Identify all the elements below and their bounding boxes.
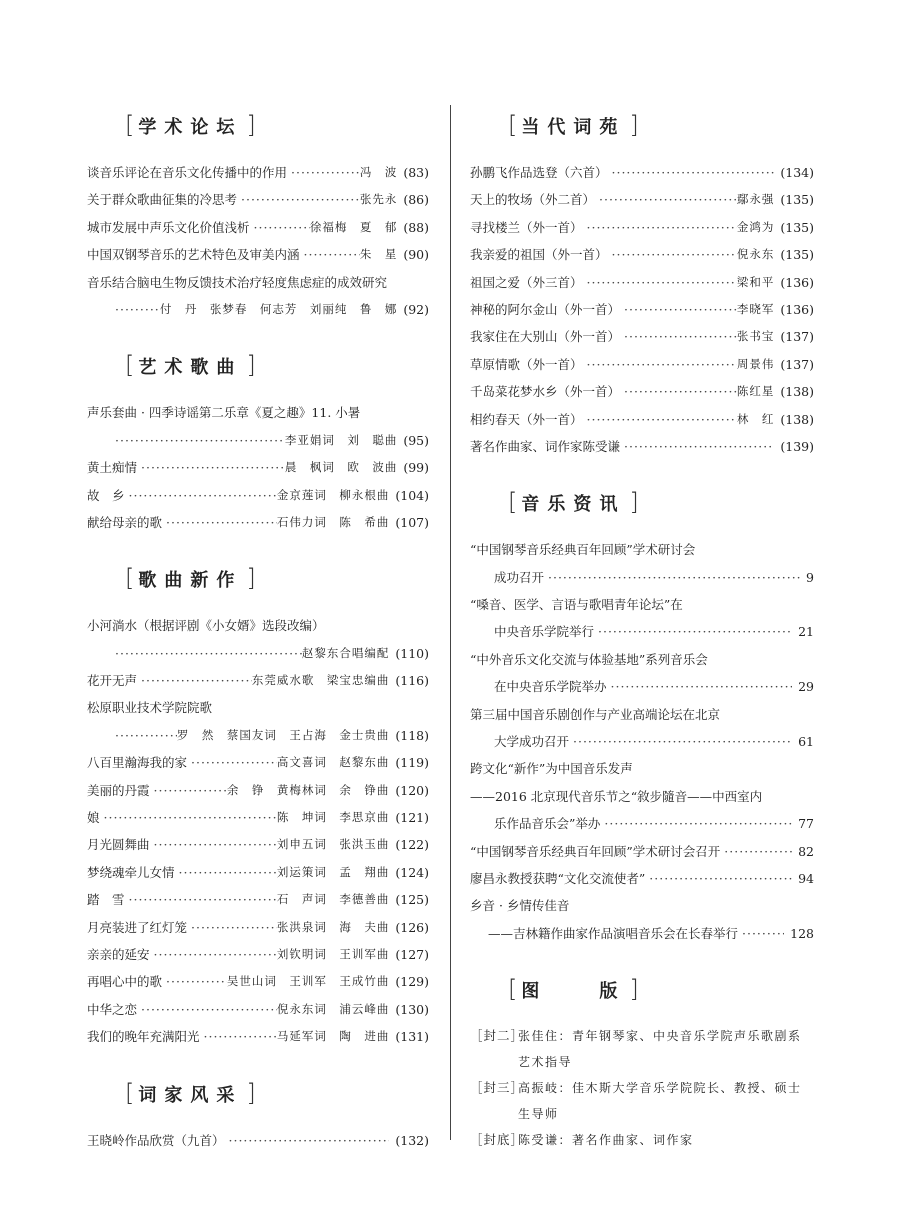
dot-leader bbox=[250, 214, 310, 241]
toc-entry[interactable] bbox=[470, 159, 814, 186]
dot-leader bbox=[100, 804, 277, 831]
section-heading bbox=[125, 1073, 429, 1113]
entry-page: (88) bbox=[403, 219, 429, 235]
entry-authors: 晨 枫词 欧 波曲 bbox=[284, 460, 398, 475]
entry-authors: 林 红 bbox=[736, 411, 775, 426]
entry-title: ——吉林籍作曲家作品演唱音乐会在长春举行 bbox=[488, 925, 739, 941]
section-gap bbox=[470, 460, 814, 482]
section-gap bbox=[87, 323, 429, 345]
section-title: 学术论坛 bbox=[138, 117, 243, 138]
bracket-close: ] bbox=[246, 351, 256, 380]
toc-entry[interactable] bbox=[87, 941, 429, 968]
plate-entry bbox=[470, 1127, 814, 1153]
toc-entry[interactable] bbox=[470, 920, 814, 947]
dot-leader bbox=[595, 186, 737, 213]
bracket-close: ] bbox=[629, 111, 639, 139]
dot-leader bbox=[583, 214, 737, 241]
entry-authors: 余 铮 黄梅林词 余 铮曲 bbox=[226, 782, 390, 797]
toc-entry[interactable] bbox=[87, 777, 429, 804]
section-title: 艺术歌曲 bbox=[138, 357, 243, 379]
toc-entry[interactable] bbox=[87, 427, 429, 454]
entry-page: (138) bbox=[780, 411, 814, 427]
entry-page: (136) bbox=[780, 274, 814, 290]
dot-leader bbox=[620, 323, 737, 350]
left-column bbox=[87, 105, 429, 1154]
dot-leader bbox=[583, 269, 737, 296]
entry-title: 中央音乐学院举行 bbox=[494, 624, 595, 640]
dot-leader bbox=[608, 159, 775, 186]
toc-entry[interactable] bbox=[87, 296, 429, 323]
entry-title: 谈音乐评论在音乐文化传播中的作用 bbox=[87, 165, 288, 180]
entry-title: 踏 雪 bbox=[87, 892, 125, 908]
entry-title: 王晓岭作品欣赏（九首） bbox=[87, 1132, 225, 1148]
toc-entry[interactable] bbox=[87, 241, 429, 268]
dot-leader bbox=[150, 831, 277, 858]
toc-entry[interactable] bbox=[470, 783, 814, 810]
bracket-close: ] bbox=[246, 1078, 256, 1107]
toc-entry[interactable] bbox=[470, 892, 814, 919]
entry-authors: 冯 波 bbox=[359, 165, 398, 179]
entry-authors: 高文喜词 赵黎东曲 bbox=[276, 755, 390, 770]
toc-entry[interactable] bbox=[87, 269, 429, 296]
heading-gap bbox=[470, 145, 814, 159]
toc-entry[interactable] bbox=[470, 241, 814, 268]
dot-leader bbox=[720, 838, 792, 865]
entry-page: (120) bbox=[395, 782, 429, 798]
toc-entry[interactable] bbox=[87, 859, 429, 886]
toc-entry[interactable] bbox=[87, 804, 429, 831]
toc-entry[interactable] bbox=[470, 755, 814, 782]
section-heading bbox=[508, 969, 814, 1009]
entry-authors: 张洪泉词 海 夫曲 bbox=[276, 919, 390, 934]
dot-leader bbox=[150, 941, 277, 968]
entry-page: (90) bbox=[403, 247, 429, 263]
section-gap bbox=[470, 947, 814, 969]
entry-title: “中国钢琴音乐经典百年回顾”学术研讨会 bbox=[470, 542, 696, 558]
toc-entry[interactable] bbox=[470, 433, 814, 460]
entry-title: 乐作品音乐会”举办 bbox=[494, 816, 601, 832]
dot-leader bbox=[187, 749, 277, 776]
dot-leader bbox=[300, 241, 360, 268]
dot-leader bbox=[137, 996, 277, 1023]
entry-authors: 刘钦明词 王训军曲 bbox=[276, 946, 390, 961]
entry-authors: 金京莲词 柳永根曲 bbox=[276, 487, 390, 502]
entry-title: 廖昌永教授获聘“文化交流使者” bbox=[470, 870, 646, 886]
plate-tag: ［封三］ bbox=[470, 1080, 525, 1096]
entry-title: 草原情歌（外一首） bbox=[470, 356, 583, 372]
entry-page: (135) bbox=[780, 192, 814, 208]
entry-page: (130) bbox=[395, 1001, 429, 1017]
entry-page: (116) bbox=[395, 673, 429, 689]
entry-page: 29 bbox=[798, 679, 814, 695]
entry-title: ——2016 北京现代音乐节之“敘步隨音——中西室内 bbox=[470, 788, 763, 804]
entry-page: (124) bbox=[395, 864, 429, 880]
entry-page: (119) bbox=[395, 755, 429, 771]
toc-entry[interactable] bbox=[470, 378, 814, 405]
entry-page: 61 bbox=[798, 734, 814, 750]
dot-leader bbox=[200, 1023, 277, 1050]
entry-title: 相约春天（外一首） bbox=[470, 411, 583, 427]
entry-page: (95) bbox=[403, 432, 429, 448]
entry-page: (135) bbox=[780, 219, 814, 235]
plate-entry bbox=[470, 1023, 814, 1075]
plate-text: 高振岐：佳木斯大学音乐学院院长、教授、硕士生导师 bbox=[518, 1081, 802, 1122]
entry-title: 梦绕魂牵儿女情 bbox=[87, 864, 175, 880]
section-title: 当代词苑 bbox=[521, 117, 626, 138]
entry-title: 中国双钢琴音乐的艺术特色及审美内涵 bbox=[87, 247, 300, 263]
entry-title: 娘 bbox=[87, 810, 100, 826]
right-column bbox=[470, 105, 814, 1153]
entry-page: (127) bbox=[395, 946, 429, 962]
entry-title: 故 乡 bbox=[87, 487, 125, 503]
entry-title: 亲亲的延安 bbox=[87, 946, 150, 962]
dot-leader bbox=[125, 886, 277, 913]
entry-page: (135) bbox=[780, 247, 814, 263]
bracket-close: ] bbox=[629, 975, 639, 1004]
section-heading bbox=[508, 482, 814, 522]
toc-entry[interactable] bbox=[87, 968, 429, 995]
entry-title: “中国钢琴音乐经典百年回顾”学术研讨会召开 bbox=[470, 843, 721, 859]
entry-title: 城市发展中声乐文化价值浅析 bbox=[87, 219, 250, 235]
entry-page: (134) bbox=[780, 165, 814, 180]
section-heading bbox=[125, 345, 429, 385]
heading-gap bbox=[87, 385, 429, 399]
entry-title: 美丽的丹霞 bbox=[87, 782, 150, 798]
entry-page: 82 bbox=[798, 843, 814, 859]
entry-authors: 刘申五词 张洪玉曲 bbox=[276, 837, 390, 852]
entry-authors: 刘运策词 孟 翔曲 bbox=[276, 864, 390, 879]
entry-title: 大学成功召开 bbox=[494, 734, 570, 750]
dot-leader bbox=[607, 673, 793, 700]
toc-entry[interactable] bbox=[470, 673, 814, 700]
entry-page: 21 bbox=[798, 624, 814, 640]
toc-entry[interactable] bbox=[470, 865, 814, 892]
dot-leader bbox=[162, 509, 277, 536]
section-title: 词家风采 bbox=[138, 1084, 243, 1106]
toc-entry[interactable] bbox=[470, 351, 814, 378]
entry-authors: 李晓军 bbox=[736, 301, 775, 316]
heading-gap bbox=[470, 522, 814, 536]
entry-title: 小河淌水（根据评剧《小女婿》选段改编） bbox=[87, 618, 325, 634]
entry-page: (131) bbox=[395, 1029, 429, 1045]
entry-page: 94 bbox=[798, 870, 814, 886]
toc-entry[interactable] bbox=[87, 996, 429, 1023]
dot-leader bbox=[600, 810, 792, 837]
plate-tag: ［封二］ bbox=[470, 1028, 525, 1044]
entry-page: (99) bbox=[403, 460, 429, 476]
bracket-close: ] bbox=[629, 488, 639, 517]
entry-authors: 吴世山词 王训军 王成竹曲 bbox=[226, 974, 390, 989]
dot-leader bbox=[125, 482, 277, 509]
entry-page: 128 bbox=[790, 925, 814, 941]
section-gap bbox=[87, 536, 429, 558]
dot-leader bbox=[620, 296, 737, 323]
dot-leader bbox=[594, 618, 792, 645]
section-title: 音乐资讯 bbox=[521, 494, 626, 516]
heading-gap bbox=[470, 1009, 814, 1023]
entry-authors: 陈 坤词 李思京曲 bbox=[276, 810, 390, 825]
entry-title: 关于群众歌曲征集的冷思考 bbox=[87, 192, 238, 208]
entry-title: 我亲爱的祖国（外一首） bbox=[470, 247, 608, 263]
dot-leader bbox=[620, 433, 774, 460]
toc-entry[interactable] bbox=[87, 914, 429, 941]
bracket-open: [ bbox=[125, 564, 135, 593]
entry-title: “嗓音、医学、言语与歌唱青年论坛”在 bbox=[470, 597, 683, 613]
bracket-open: [ bbox=[508, 488, 518, 517]
entry-title: 跨文化“新作”为中国音乐发声 bbox=[470, 761, 633, 777]
entry-authors: 梁和平 bbox=[736, 274, 775, 289]
entry-page: (138) bbox=[780, 384, 814, 400]
entry-title: 中华之恋 bbox=[87, 1001, 138, 1017]
entry-title: 孙鹏飞作品选登（六首） bbox=[470, 165, 608, 180]
bracket-open: [ bbox=[508, 111, 518, 139]
toc-entry[interactable] bbox=[87, 749, 429, 776]
dot-leader bbox=[175, 859, 277, 886]
entry-title: 献给母亲的歌 bbox=[87, 514, 163, 530]
plate-entry bbox=[470, 1075, 814, 1127]
entry-title: 著名作曲家、词作家陈受谦 bbox=[470, 438, 621, 454]
entry-title: 第三届中国音乐剧创作与产业高端论坛在北京 bbox=[470, 706, 721, 722]
toc-entry[interactable] bbox=[470, 728, 814, 755]
entry-title: 在中央音乐学院举办 bbox=[494, 679, 607, 695]
entry-title: “中外音乐文化交流与体验基地”系列音乐会 bbox=[470, 651, 708, 667]
toc-entry[interactable] bbox=[87, 509, 429, 536]
entry-authors: 赵黎东合唱编配 bbox=[301, 645, 390, 660]
entry-page: 9 bbox=[806, 569, 814, 585]
entry-title: 祖国之爱（外三首） bbox=[470, 274, 583, 290]
bracket-open: [ bbox=[125, 1078, 135, 1107]
entry-authors: 陈红星 bbox=[736, 384, 775, 399]
entry-title: 月光圆舞曲 bbox=[87, 837, 150, 853]
entry-page: (125) bbox=[395, 892, 429, 908]
bracket-close: ] bbox=[246, 111, 256, 139]
entry-title: 天上的牧场（外二首） bbox=[470, 192, 596, 208]
plate-tag: ［封底］ bbox=[470, 1132, 525, 1148]
entry-authors: 东莞威水歌 梁宝忠编曲 bbox=[251, 673, 390, 688]
entry-page: (121) bbox=[395, 810, 429, 826]
toc-entry[interactable] bbox=[87, 159, 429, 186]
entry-page: (137) bbox=[780, 356, 814, 372]
entry-page: (83) bbox=[403, 165, 429, 180]
entry-page: (86) bbox=[403, 192, 429, 208]
dot-leader bbox=[645, 865, 792, 892]
toc-entry[interactable] bbox=[470, 810, 814, 837]
entry-page: (110) bbox=[395, 645, 429, 661]
entry-page: (107) bbox=[395, 514, 429, 530]
heading-gap bbox=[87, 598, 429, 612]
dot-leader bbox=[738, 920, 784, 947]
entry-title: 月亮装进了红灯笼 bbox=[87, 919, 188, 935]
dot-leader bbox=[187, 914, 277, 941]
dot-leader bbox=[111, 640, 302, 667]
toc-entry[interactable] bbox=[87, 640, 429, 667]
entry-page: (132) bbox=[395, 1132, 429, 1148]
toc-entry[interactable] bbox=[470, 406, 814, 433]
entry-title: 成功召开 bbox=[494, 569, 545, 585]
toc-entry[interactable] bbox=[470, 618, 814, 645]
toc-entry[interactable] bbox=[87, 454, 429, 481]
toc-entry[interactable] bbox=[87, 214, 429, 241]
toc-entry[interactable] bbox=[87, 1127, 429, 1154]
dot-leader bbox=[137, 454, 285, 481]
dot-leader bbox=[137, 667, 252, 694]
entry-page: (139) bbox=[780, 438, 814, 454]
dot-leader bbox=[111, 722, 177, 749]
toc-entry[interactable] bbox=[87, 667, 429, 694]
entry-title: 神秘的阿尔金山（外一首） bbox=[470, 301, 621, 317]
entry-authors: 徐福梅 夏 郁 bbox=[309, 219, 398, 234]
toc-entry[interactable] bbox=[470, 269, 814, 296]
dot-leader bbox=[544, 564, 800, 591]
plate-text: 陈受谦：著名作曲家、词作家 bbox=[518, 1133, 694, 1148]
entry-title: 花开无声 bbox=[87, 673, 138, 689]
toc-entry[interactable] bbox=[470, 214, 814, 241]
entry-page: (122) bbox=[395, 837, 429, 853]
entry-page: 77 bbox=[798, 816, 814, 832]
dot-leader bbox=[583, 406, 737, 433]
entry-authors: 付 丹 张梦春 何志芳 刘丽纯 鲁 娜 bbox=[159, 301, 398, 316]
entry-authors: 倪永东词 浦云峰曲 bbox=[276, 1001, 390, 1016]
dot-leader bbox=[150, 777, 227, 804]
dot-leader bbox=[162, 968, 227, 995]
dot-leader bbox=[287, 159, 360, 186]
entry-authors: 张先永 bbox=[359, 192, 398, 207]
entry-authors: 张书宝 bbox=[736, 329, 775, 344]
heading-gap bbox=[87, 1113, 429, 1127]
entry-authors: 朱 星 bbox=[359, 247, 398, 262]
toc-entry[interactable] bbox=[470, 186, 814, 213]
entry-authors: 石 声词 李德善曲 bbox=[276, 892, 390, 907]
section-heading bbox=[125, 105, 429, 145]
dot-leader bbox=[583, 351, 737, 378]
entry-page: (129) bbox=[395, 974, 429, 990]
dot-leader bbox=[225, 1127, 390, 1154]
toc-entry[interactable] bbox=[470, 536, 814, 563]
entry-page: (104) bbox=[395, 487, 429, 503]
dot-leader bbox=[608, 241, 737, 268]
section-gap bbox=[87, 1051, 429, 1073]
entry-authors: 马延军词 陶 进曲 bbox=[276, 1029, 390, 1044]
toc-entry[interactable] bbox=[87, 186, 429, 213]
entry-page: (136) bbox=[780, 301, 814, 317]
section-heading bbox=[125, 558, 429, 598]
toc-entry[interactable] bbox=[87, 694, 429, 721]
toc-entry[interactable] bbox=[470, 701, 814, 728]
entry-title: 声乐套曲 · 四季诗谣第二乐章《夏之趣》11. 小暑 bbox=[87, 405, 361, 421]
entry-authors: 鄢永强 bbox=[736, 192, 775, 207]
toc-entry[interactable] bbox=[470, 323, 814, 350]
entry-title: 黄土痴情 bbox=[87, 460, 138, 476]
toc-entry[interactable] bbox=[470, 591, 814, 618]
dot-leader bbox=[569, 728, 792, 755]
dot-leader bbox=[620, 378, 737, 405]
entry-title: 我家住在大别山（外一首） bbox=[470, 329, 621, 345]
toc-entry[interactable] bbox=[87, 482, 429, 509]
heading-gap bbox=[87, 145, 429, 159]
entry-title: 八百里瀚海我的家 bbox=[87, 755, 188, 771]
entry-authors: 金鸿为 bbox=[736, 219, 775, 234]
toc-entry[interactable] bbox=[87, 831, 429, 858]
column-divider bbox=[450, 105, 451, 1140]
entry-page: (137) bbox=[780, 329, 814, 345]
toc-entry[interactable] bbox=[470, 296, 814, 323]
toc-entry[interactable] bbox=[87, 722, 429, 749]
entry-page: (118) bbox=[395, 727, 429, 743]
dot-leader bbox=[237, 186, 360, 213]
section-title: 图 版 bbox=[521, 981, 626, 1003]
entry-title: 乡音 · 乡情传佳音 bbox=[470, 898, 570, 914]
entry-authors: 倪永东 bbox=[736, 247, 775, 262]
dot-leader bbox=[111, 296, 160, 323]
section-heading bbox=[508, 105, 814, 145]
entry-title: 再唱心中的歌 bbox=[87, 974, 163, 990]
plate-text: 张佳住：青年钢琴家、中央音乐学院声乐歌剧系艺术指导 bbox=[518, 1029, 802, 1070]
bracket-open: [ bbox=[125, 351, 135, 380]
toc-entry[interactable] bbox=[87, 399, 429, 426]
dot-leader bbox=[111, 427, 285, 454]
entry-authors: 罗 然 蔡国友词 王占海 金士贵曲 bbox=[176, 727, 390, 742]
entry-page: (92) bbox=[403, 301, 429, 317]
entry-title: 松原职业技术学院院歌 bbox=[87, 700, 213, 716]
toc-entry[interactable] bbox=[87, 612, 429, 639]
entry-title: 我们的晚年充满阳光 bbox=[87, 1029, 200, 1045]
bracket-open: [ bbox=[508, 975, 518, 1004]
section-title: 歌曲新作 bbox=[138, 570, 243, 592]
entry-title: 寻找楼兰（外一首） bbox=[470, 219, 583, 235]
entry-title: 音乐结合脑电生物反馈技术治疗轻度焦虑症的成效研究 bbox=[87, 274, 388, 290]
entry-authors: 周景伟 bbox=[736, 356, 775, 371]
toc-entry[interactable] bbox=[470, 838, 814, 865]
entry-page: (126) bbox=[395, 919, 429, 935]
entry-title: 千岛菜花梦水乡（外一首） bbox=[470, 384, 621, 400]
toc-entry[interactable] bbox=[470, 564, 814, 591]
bracket-close: ] bbox=[246, 564, 256, 593]
toc-entry[interactable] bbox=[470, 646, 814, 673]
toc-entry[interactable] bbox=[87, 1023, 429, 1050]
entry-authors: 李亚娟词 刘 聪曲 bbox=[284, 432, 398, 447]
toc-entry[interactable] bbox=[87, 886, 429, 913]
entry-authors: 石伟力词 陈 希曲 bbox=[276, 514, 390, 529]
bracket-open: [ bbox=[125, 111, 135, 139]
